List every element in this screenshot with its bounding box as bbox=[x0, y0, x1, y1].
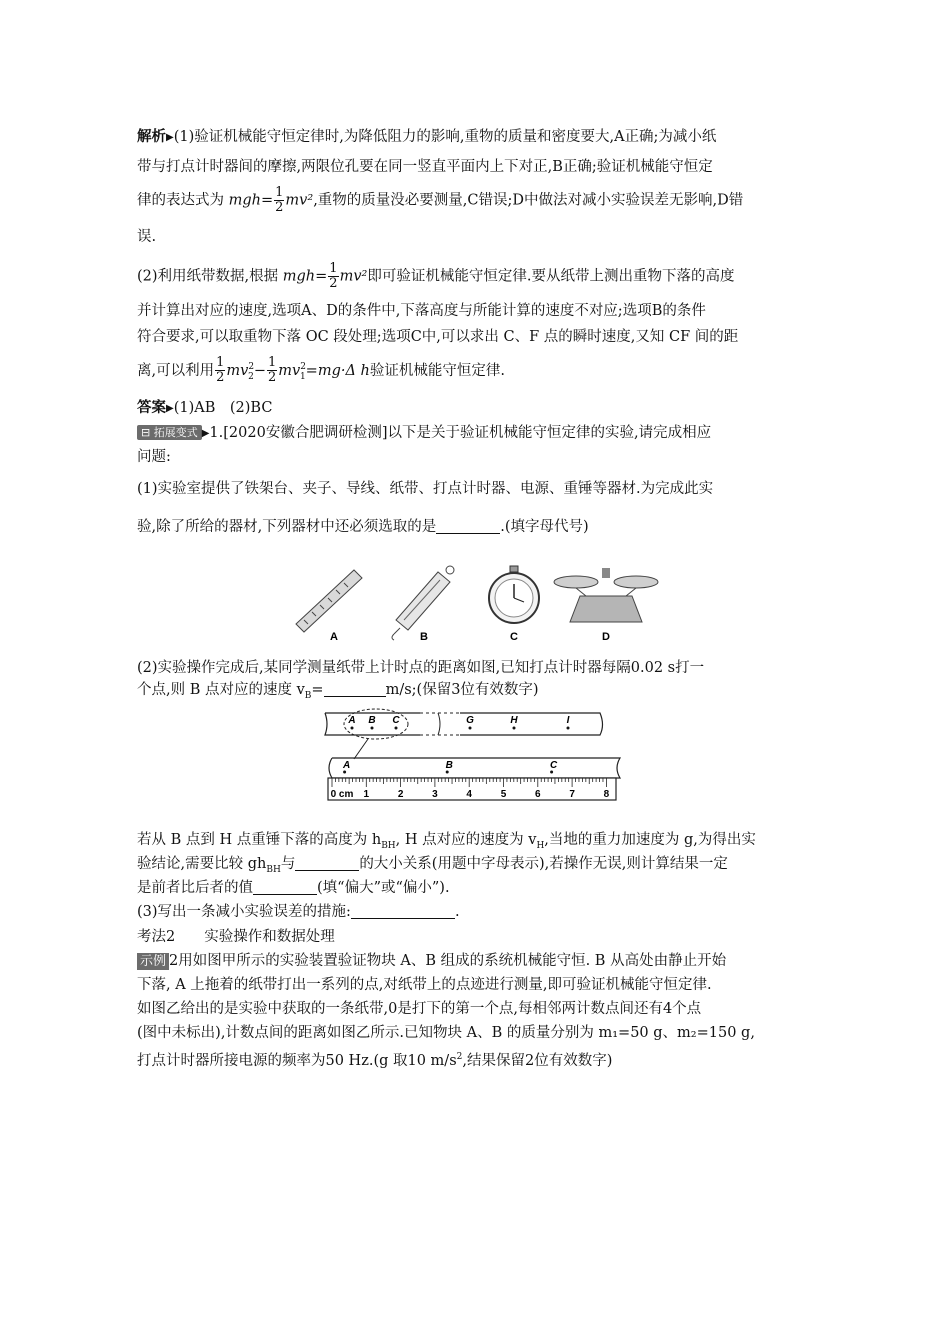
sup: 2 bbox=[300, 362, 306, 372]
triangle-icon: ▶ bbox=[166, 403, 174, 414]
example-line-5 bbox=[137, 1046, 817, 1072]
sub: BH bbox=[266, 864, 281, 875]
equipment-figure bbox=[290, 560, 660, 650]
formula-mgh: mgh bbox=[282, 268, 316, 285]
tape-point-label: G bbox=[466, 715, 474, 726]
frac-num: 1 bbox=[216, 355, 225, 371]
ext-tag-label: 拓展变式 bbox=[153, 426, 198, 439]
ext-text: (2)实验操作完成后,某同学测量纸带上计时点的距离如图,已知打点计时器每隔0.02 s打一 bbox=[137, 660, 705, 676]
analysis-line-8 bbox=[137, 356, 817, 388]
ruler-label: 8 bbox=[603, 789, 610, 800]
equip-label-c: C bbox=[510, 631, 518, 643]
analysis-text: 律的表达式为 bbox=[137, 192, 224, 209]
frac-den: 2 bbox=[216, 370, 225, 386]
equip-label-b: B bbox=[420, 631, 428, 643]
sub: H bbox=[536, 840, 545, 851]
ext-text: = bbox=[311, 682, 324, 698]
analysis-line-7 bbox=[137, 326, 817, 348]
triangle-icon: ▶ bbox=[166, 132, 174, 143]
tape-point-label: C bbox=[549, 760, 558, 771]
analysis-text: 并计算出对应的速度,选项A、D的条件中,下落高度与所能计算的速度不对应;选项B的条件 bbox=[137, 303, 706, 319]
fraction-half bbox=[215, 356, 225, 385]
example-line-1 bbox=[137, 950, 817, 972]
ext-text: ,当地的重力加速度为 g,为得出实 bbox=[544, 832, 756, 848]
analysis-line-3 bbox=[137, 186, 817, 215]
balance-icon bbox=[554, 568, 658, 622]
ruler-label: 0 cm bbox=[330, 789, 354, 800]
ext-text: (1)实验室提供了铁架台、夹子、导线、纸带、打点计时器、电源、重锤等器材.为完成此实 bbox=[137, 481, 714, 497]
example-line-3 bbox=[137, 998, 817, 1020]
ruler-label: 6 bbox=[535, 789, 541, 800]
ruler-label: 5 bbox=[500, 789, 507, 800]
ext-text: 验,除了所给的器材,下列器材中还必须选取的是 bbox=[137, 519, 437, 535]
ext-line-4 bbox=[137, 516, 817, 538]
frac-den: 2 bbox=[329, 276, 338, 291]
answer-text: (1)AB (2)BC bbox=[173, 400, 273, 416]
ext-line-6 bbox=[137, 679, 817, 707]
analysis-line-1 bbox=[137, 126, 817, 149]
sub: BH bbox=[381, 840, 396, 851]
analysis-text: ,重物的质量没必要测量,C错误;D中做法对减小实验误差无影响,D错 bbox=[313, 192, 744, 209]
sup: 2 bbox=[456, 1052, 463, 1062]
ruler-label: 3 bbox=[432, 789, 438, 800]
ext-text: 与 bbox=[280, 856, 296, 872]
analysis-text: 误. bbox=[137, 229, 157, 245]
ext-text: 问题: bbox=[137, 449, 171, 465]
fraction-half bbox=[328, 262, 338, 291]
formula-minus: − bbox=[253, 362, 266, 379]
ext-tag bbox=[137, 425, 202, 440]
ext-text: (3)写出一条减小实验误差的措施: bbox=[137, 904, 351, 920]
ext-line-1 bbox=[137, 422, 817, 445]
ext-text: 1.[2020安徽合肥调研检测]以下是关于验证机械能守恒定律的实验,请完成相应 bbox=[209, 425, 712, 441]
sup: 2 bbox=[248, 362, 255, 372]
answer-blank[interactable] bbox=[351, 903, 455, 919]
ext-line-9 bbox=[137, 877, 817, 899]
frac-num: 1 bbox=[275, 185, 284, 200]
example-line-4 bbox=[137, 1022, 817, 1044]
example-line-2 bbox=[137, 974, 817, 996]
stopwatch-icon bbox=[489, 566, 539, 623]
top-tape-points bbox=[347, 715, 569, 730]
ext-text: m/s;(保留3位有效数字) bbox=[385, 682, 539, 698]
sub: B bbox=[304, 690, 312, 701]
sub: 2 bbox=[248, 371, 254, 382]
frac-den: 2 bbox=[275, 200, 284, 215]
analysis-text: (1)验证机械能守恒定律时,为降低阻力的影响,重物的质量和密度要大,A正确;为减小纸 bbox=[173, 129, 717, 145]
equip-label-a: A bbox=[330, 631, 338, 643]
triangle-icon: ▶ bbox=[201, 428, 210, 439]
tape-point-label: H bbox=[510, 715, 518, 726]
tape-dot bbox=[469, 727, 472, 730]
ext-tag-icon: ⊟ bbox=[141, 426, 154, 439]
formula-mv: mv bbox=[278, 362, 301, 379]
answer-blank[interactable] bbox=[436, 518, 500, 534]
example-text: 打点计时器所接电源的频率为50 Hz.(g 取10 m/s bbox=[137, 1052, 457, 1069]
formula-mv: mv bbox=[226, 362, 249, 379]
formula-mv2: mv² bbox=[339, 268, 368, 285]
section-title-text: 考法2 实验操作和数据处理 bbox=[137, 929, 335, 945]
ext-text: , H 点对应的速度为 v bbox=[395, 832, 537, 848]
formula-eq: = bbox=[315, 268, 328, 285]
ruler-label: 4 bbox=[466, 789, 472, 800]
ext-text: .(填字母代号) bbox=[500, 519, 589, 535]
fraction-half bbox=[274, 186, 284, 215]
example-text: ,结果保留2位有效数字) bbox=[462, 1052, 613, 1069]
analysis-text: 验证机械能守恒定律. bbox=[369, 362, 505, 379]
tape-dot bbox=[343, 771, 346, 774]
analysis-text: (2)利用纸带数据,根据 bbox=[137, 268, 279, 285]
example-text: 2用如图甲所示的实验装置验证物块 A、B 组成的系统机械能守恒. B 从高处由静止开始 bbox=[169, 953, 727, 969]
analysis-text: 即可验证机械能守恒定律.要从纸带上测出重物下落的高度 bbox=[367, 268, 735, 285]
frac-num: 1 bbox=[267, 355, 277, 371]
ext-text: 是前者比后者的值 bbox=[137, 880, 253, 896]
tape-point-label: B bbox=[445, 760, 453, 771]
ruler-label: 7 bbox=[569, 789, 575, 800]
example-text: 如图乙给出的是实验中获取的一条纸带,0是打下的第一个点,每相邻两计数点间还有4个点 bbox=[137, 1001, 702, 1017]
equip-label-d: D bbox=[602, 631, 610, 643]
tape-figure bbox=[320, 704, 640, 804]
answer-line bbox=[137, 397, 817, 420]
ruler-icon bbox=[296, 570, 362, 632]
tape-dot bbox=[567, 727, 570, 730]
ext-text: 验结论,需要比较 gh bbox=[137, 856, 267, 872]
tape-point-label: B bbox=[368, 715, 376, 726]
tape-point-label: A bbox=[348, 715, 356, 726]
sub: 1 bbox=[299, 371, 306, 382]
ext-line-10 bbox=[137, 901, 817, 923]
ext-text: . bbox=[454, 904, 460, 920]
fraction-half bbox=[267, 356, 277, 385]
ext-text: (填“偏大”或“偏小”). bbox=[317, 880, 450, 896]
example-tag: 示例 bbox=[137, 953, 169, 970]
example-text: (图中未标出),计数点间的距离如图乙所示.已知物块 A、B 的质量分别为 m₁=50 g、m₂=150 g, bbox=[137, 1025, 755, 1041]
tape-dot bbox=[351, 727, 354, 730]
formula-mgh: mgh bbox=[228, 192, 261, 209]
formula-eq: = bbox=[260, 192, 274, 209]
tape-point-label: C bbox=[392, 715, 400, 726]
analysis-text: 带与打点计时器间的摩擦,两限位孔要在同一竖直平面内上下对正,B正确;验证机械能守恒定 bbox=[137, 159, 713, 175]
frac-den: 2 bbox=[267, 370, 277, 386]
frac-num: 1 bbox=[329, 261, 338, 276]
answer-label: 答案 bbox=[137, 400, 166, 416]
ext-text: 的大小关系(用题中字母表示),若操作无误,则计算结果一定 bbox=[359, 856, 728, 872]
formula-mv2: mv² bbox=[285, 192, 314, 209]
tape-dot bbox=[371, 727, 374, 730]
analysis-line-2 bbox=[137, 156, 817, 178]
analysis-line-6 bbox=[137, 300, 817, 322]
bottom-tape-points bbox=[342, 760, 558, 774]
analysis-line-4 bbox=[137, 226, 817, 248]
ext-text: 个点,则 B 点对应的速度 v bbox=[137, 682, 305, 698]
tape-dot bbox=[446, 771, 449, 774]
section-title bbox=[137, 926, 817, 948]
ext-text: 若从 B 点到 H 点重锤下落的高度为 h bbox=[137, 832, 382, 848]
analysis-line-5 bbox=[137, 262, 817, 291]
ruler-label: 1 bbox=[363, 789, 370, 800]
ext-line-5 bbox=[137, 657, 817, 679]
formula-rhs: =mg·Δ h bbox=[305, 362, 370, 379]
tape-point-label: A bbox=[342, 760, 351, 771]
ext-line-3 bbox=[137, 478, 817, 500]
analysis-label: 解析 bbox=[137, 129, 166, 145]
spring-scale-icon bbox=[392, 566, 454, 640]
example-text: 下落, A 上拖着的纸带打出一系列的点,对纸带上的点迹进行测量,即可验证机械能守恒定律. bbox=[137, 977, 712, 993]
answer-blank[interactable] bbox=[253, 879, 317, 895]
answer-blank[interactable] bbox=[295, 855, 359, 871]
analysis-text: 离,可以利用 bbox=[137, 362, 215, 379]
answer-blank[interactable] bbox=[324, 681, 386, 697]
ruler-label: 2 bbox=[397, 789, 404, 800]
ext-line-2 bbox=[137, 446, 817, 468]
tape-dot bbox=[550, 771, 553, 774]
tape-dot bbox=[513, 727, 516, 730]
tape-dot bbox=[395, 727, 398, 730]
tape-point-label: I bbox=[566, 715, 570, 726]
analysis-text: 符合要求,可以取重物下落 OC 段处理;选项C中,可以求出 C、F 点的瞬时速度,又知 CF 间的距 bbox=[137, 329, 739, 345]
